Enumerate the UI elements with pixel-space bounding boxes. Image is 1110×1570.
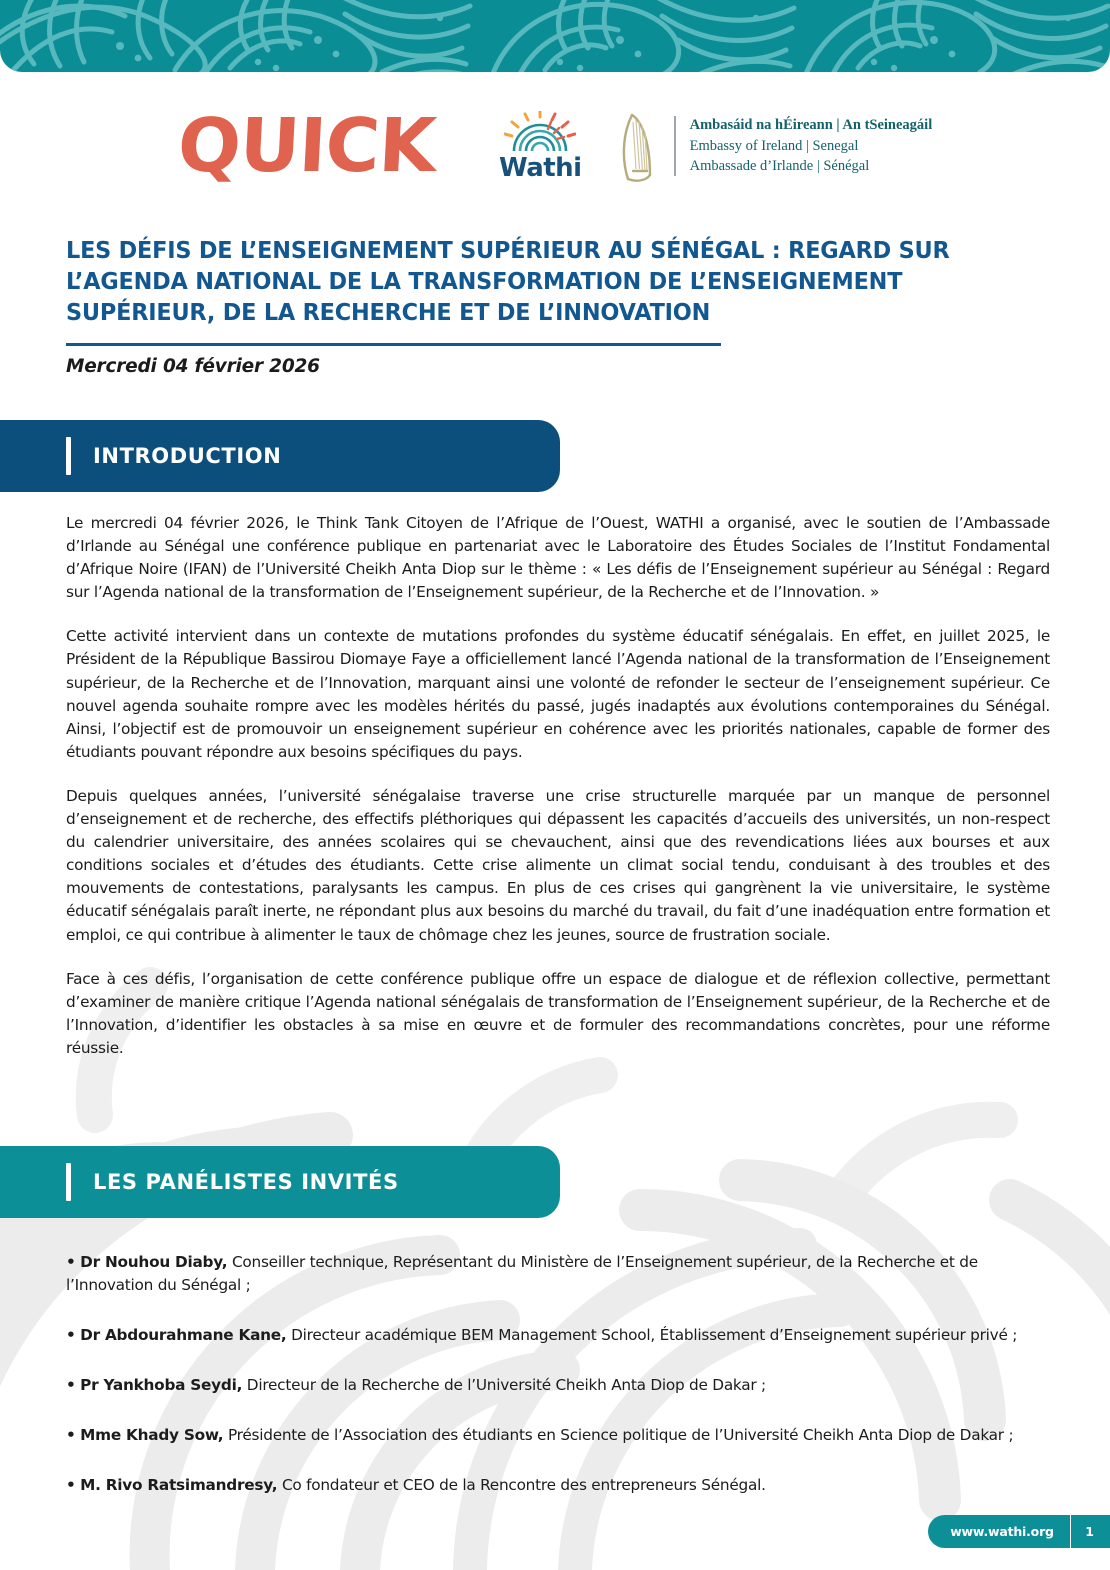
decorative-top-banner	[0, 0, 1110, 72]
panelist-name: Mme Khady Sow,	[80, 1425, 224, 1444]
footer-badge	[928, 1515, 1110, 1548]
list-item	[66, 1474, 1054, 1497]
bullet: •	[66, 1253, 76, 1271]
paragraph: Cette activité intervient dans un contexte de mutations profondes du système éducatif sénégalais. En effet, en juillet 2025, le Président de la République Bassirou Diomaye Faye a officiellement lancé l’Agenda national de la transformation de l’Enseignement supérieur, de la Recherche et de l’Innovation, marquant ainsi une volonté de refonder le secteur de l’enseignement supérieur. Ce nouvel agenda souhaite rompre avec les modèles hérités du passé, jugés inadaptés aux évolutions contemporaines du Sénégal. Ainsi, l’objectif est de promouvoir un enseignement supérieur en cohérence avec les priorités nationales, capable de former des étudiants pouvant répondre aux besoins spécifiques du pays.	[66, 627, 1050, 761]
panelist-name: Dr Abdourahmane Kane,	[80, 1325, 287, 1344]
footer-divider	[1070, 1515, 1072, 1548]
banner-accent-bar	[66, 1163, 71, 1201]
logo-row	[0, 96, 1110, 196]
irish-harp-icon	[616, 109, 660, 183]
bullet: •	[66, 1325, 76, 1344]
title-block	[66, 236, 996, 377]
panelist-role: Directeur de la Recherche de l’Université Cheikh Anta Diop de Dakar ;	[242, 1375, 766, 1394]
paragraph: Face à ces défis, l’organisation de cette conférence publique offre un espace de dialogue et de réflexion collective, permettant d’examiner de manière critique l’Agenda national sénégalais de transformation de l’Enseignement supérieur, de la Recherche et de l’Innovation, d’identifier les obstacles à sa mise en œuvre et de formuler des recommandations concrètes, pour une réforme réussie.	[66, 969, 1050, 1057]
panelist-name: Pr Yankhoba Seydi,	[80, 1375, 243, 1394]
wathi-sunburst-icon	[504, 111, 576, 153]
panelist-role: Co fondateur et CEO de la Rencontre des entrepreneurs Sénégal.	[277, 1475, 766, 1494]
list-item	[66, 1324, 1054, 1347]
section-title-panelistes: LES PANÉLISTES INVITÉS	[93, 1170, 399, 1194]
title-divider	[66, 343, 721, 346]
bullet: •	[66, 1475, 76, 1494]
list-item	[66, 1424, 1054, 1447]
bullet: •	[66, 1375, 76, 1394]
embassy-line-irish: Ambasáid na hÉireann | An tSeineagáil	[689, 117, 933, 134]
bullet: •	[66, 1425, 76, 1444]
embassy-divider	[674, 116, 676, 176]
section-banner-panelistes	[0, 1146, 560, 1218]
embassy-line-english: Embassy of Ireland | Senegal	[689, 137, 859, 154]
ireland-embassy-logo	[616, 109, 933, 183]
document-date: Mercredi 04 février 2026	[66, 355, 320, 377]
page-title: LES DÉFIS DE L’ENSEIGNEMENT SUPÉRIEUR AU SÉNÉGAL : REGARD SUR L’AGENDA NATIONAL DE LA TRANSFORMATION DE L’ENSEIGNEMENT SUPÉRIEUR, DE LA RECHERCHE ET DE L’INNOVATION	[66, 237, 950, 326]
section-banner-introduction	[0, 420, 560, 492]
panelists-list	[66, 1251, 1054, 1497]
panelist-name: Dr Nouhou Diaby,	[80, 1253, 228, 1271]
wathi-logo	[499, 111, 582, 181]
embassy-line-french: Ambassade d’Irlande | Sénégal	[689, 158, 870, 175]
page-number: 1	[1085, 1524, 1094, 1539]
paragraph: Le mercredi 04 février 2026, le Think Tank Citoyen de l’Afrique de l’Ouest, WATHI a organisé, avec le soutien de l’Ambassade d’Irlande au Sénégal une conférence publique en partenariat avec le Laboratoire des Études Sociales de l’Institut Fondamental d’Afrique Noire (IFAN) de l’Université Cheikh Anta Diop sur le thème : « Les défis de l’Enseignement supérieur au Sénégal : Regard sur l’Agenda national de la transformation de l’Enseignement supérieur, de la Recherche et de l’Innovation. »	[66, 514, 1050, 602]
introduction-body	[66, 512, 1050, 1060]
panelist-role: Directeur académique BEM Management School, Établissement d’Enseignement supérieur privé ;	[286, 1325, 1018, 1344]
banner-accent-bar	[66, 437, 71, 475]
panelist-name: M. Rivo Ratsimandresy,	[80, 1475, 278, 1494]
panelist-role: Conseiller technique, Représentant du Ministère de l’Enseignement supérieur, de la Recherche et de l’Innovation du Sénégal ;	[66, 1253, 978, 1294]
list-item	[66, 1374, 1054, 1397]
panelist-role: Présidente de l’Association des étudiants en Science politique de l’Université Cheikh Anta Diop de Dakar ;	[223, 1425, 1014, 1444]
embassy-text-block	[690, 115, 933, 177]
wathi-wordmark: Wathi	[498, 153, 582, 183]
list-item	[66, 1251, 1054, 1297]
paragraph: Depuis quelques années, l’université sénégalaise traverse une crise structurelle marquée par un manque de personnel d’enseignement et de recherche, des effectifs pléthoriques qui dépassent les capacités d’accueils des universités, un non-respect du calendrier universitaire, des années scolaires qui se chevauchent, ainsi que des revendications liées aux bourses et aux conditions sociales et d’études des étudiants. Cette crise alimente un climat social tendu, conduisant à des troubles et des mouvements de contestations, paralysants les campus. En plus de ces crises qui gangrènent la vie universitaire, le système éducatif sénégalais paraît inerte, ne répondant plus aux besoins du marché du travail, du fait d’une inadéquation entre formation et emploi, ce qui contribue à alimenter le taux de chômage chez les jeunes, source de frustration sociale.	[66, 786, 1050, 944]
quick-logo: QUICK	[175, 103, 438, 189]
section-title-introduction: INTRODUCTION	[93, 444, 282, 468]
footer-website-link[interactable]: www.wathi.org	[950, 1524, 1054, 1539]
